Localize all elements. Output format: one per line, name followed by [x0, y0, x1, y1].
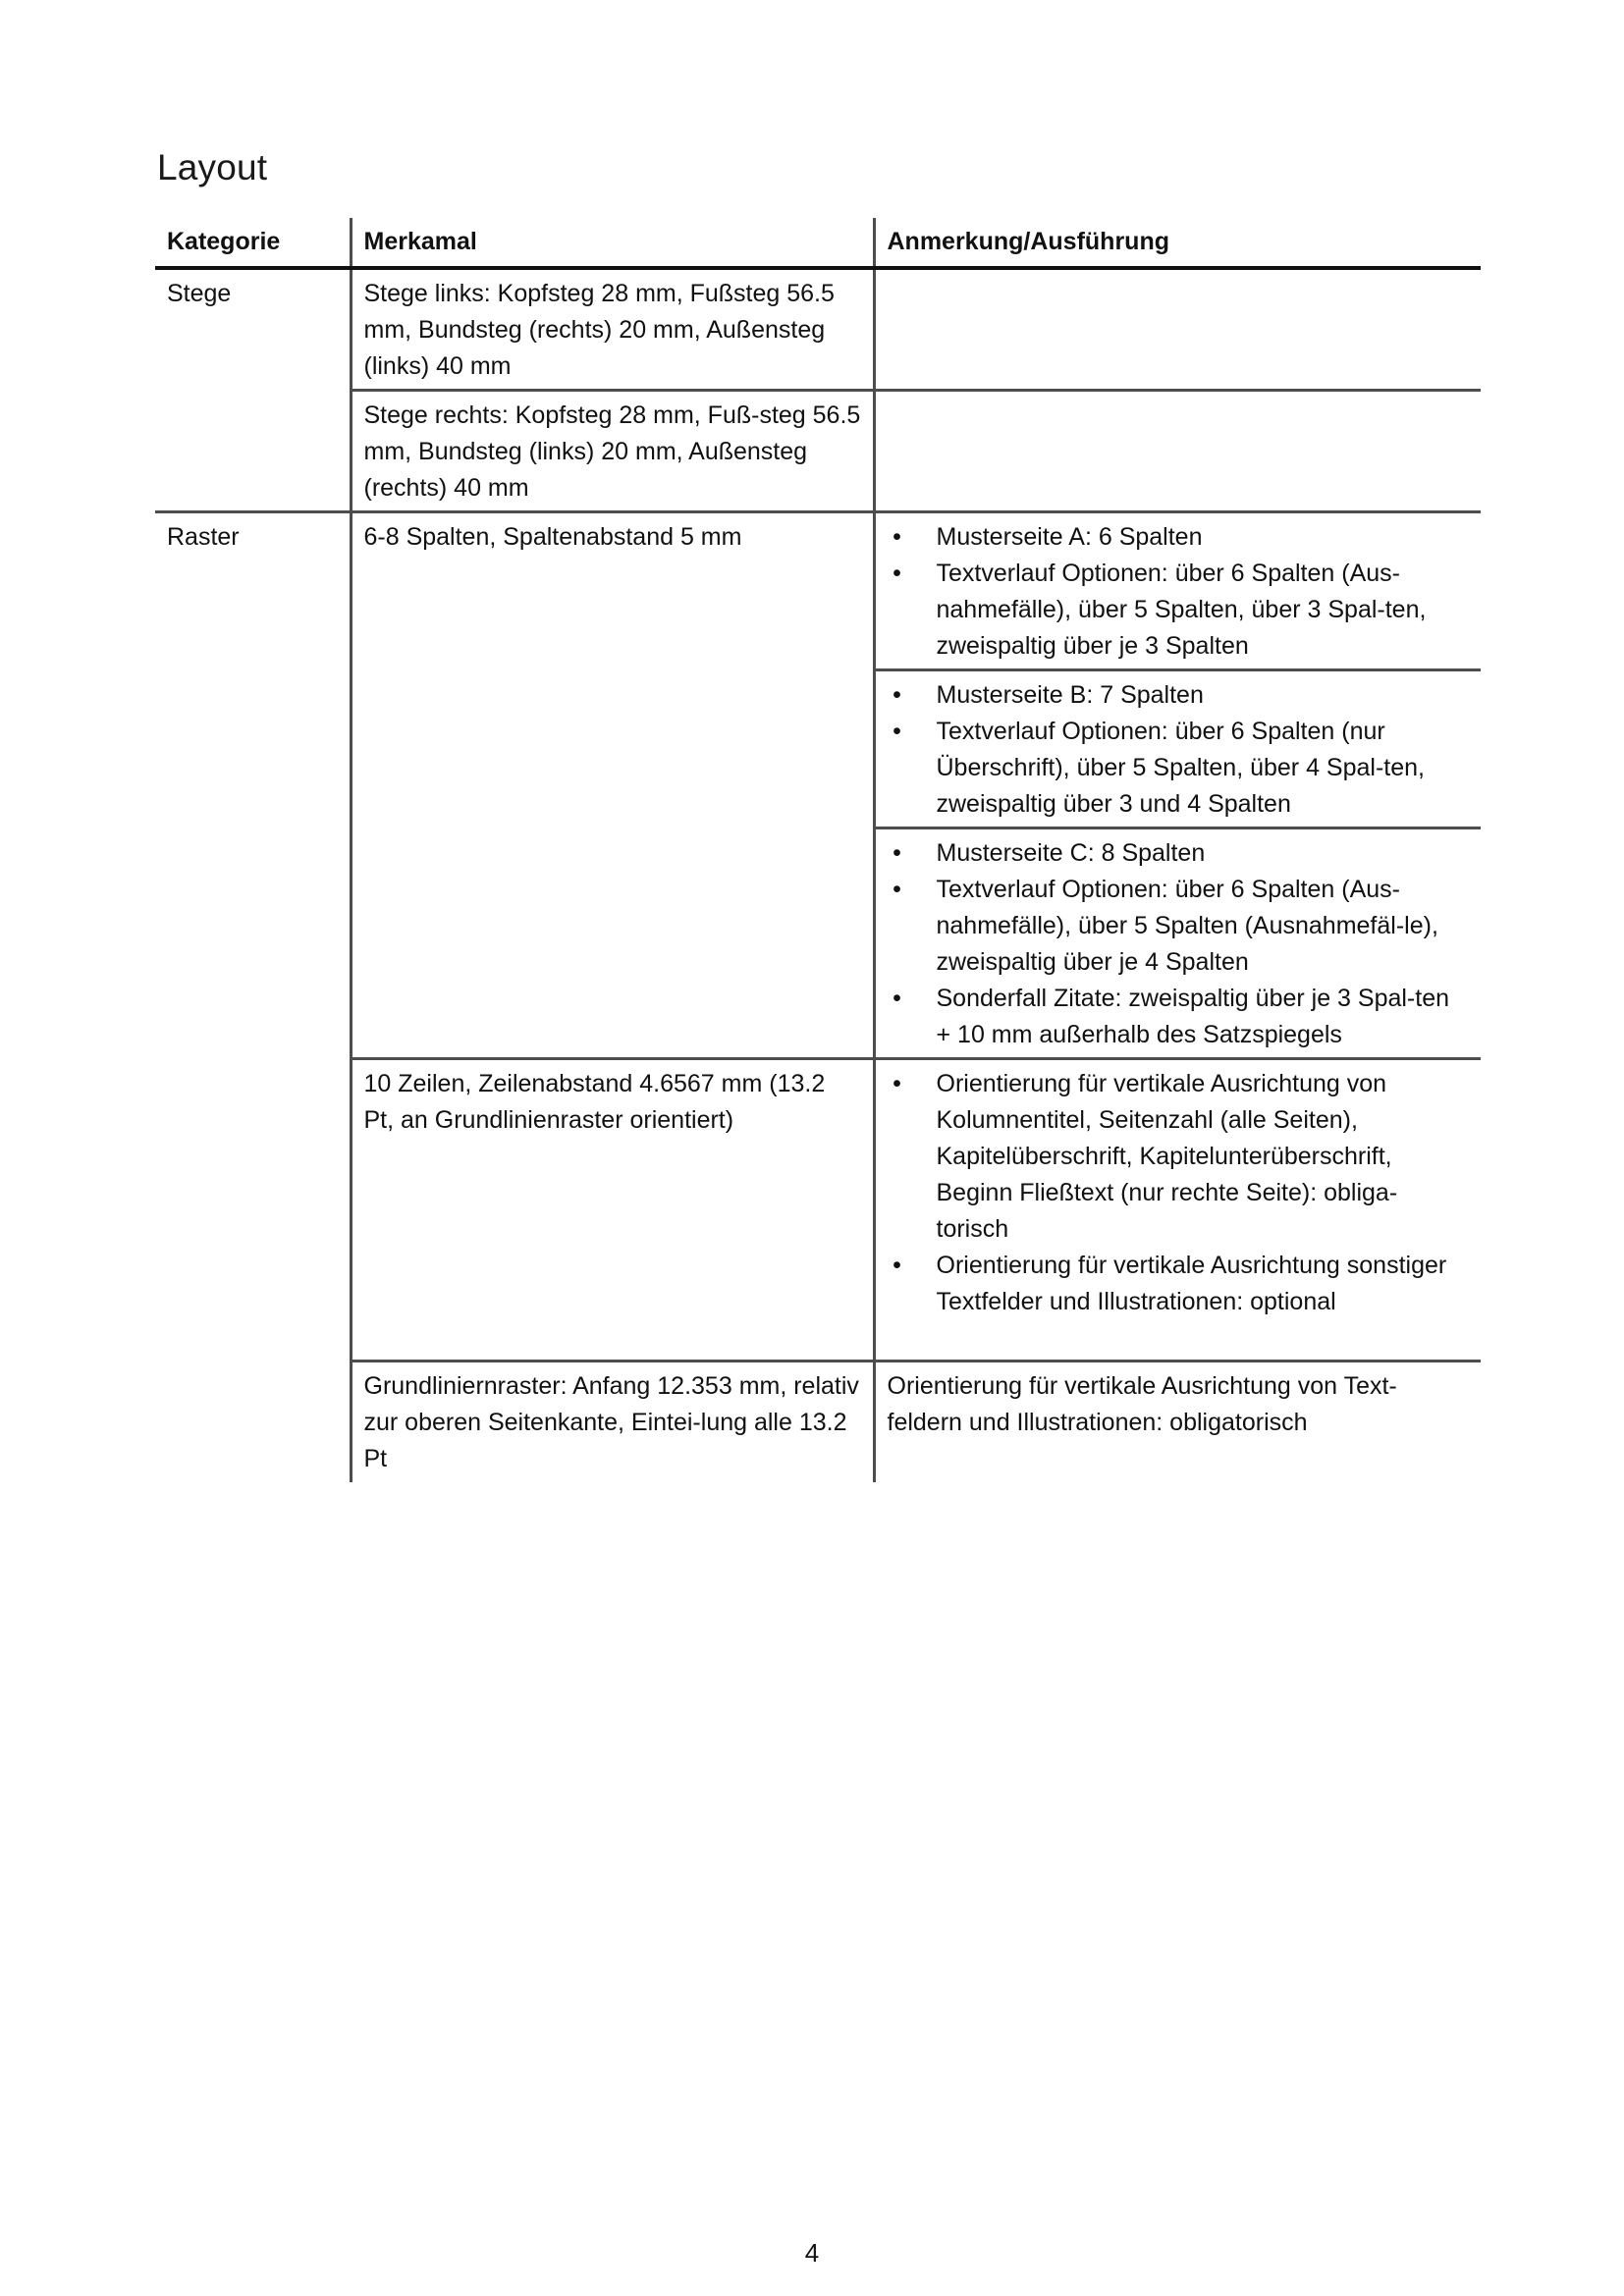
anmerkung-cell: [874, 1059, 1481, 1362]
list-item-text: Sonderfall Zitate: zweispaltig über je 3 Spal-ten + 10 mm außerhalb des Satzspiegels: [936, 985, 1450, 1048]
list-item: [888, 1066, 1470, 1248]
bullet-list: [888, 835, 1470, 1053]
list-item: [888, 981, 1470, 1053]
anmerkung-cell: Orientierung für vertikale Ausrichtung von Text-feldern und Illustrationen: obligatorisch: [874, 1362, 1481, 1483]
column-header-kategorie: Kategorie: [155, 218, 351, 268]
bullet-icon: •: [893, 1070, 901, 1097]
bullet-icon: •: [893, 1252, 901, 1279]
bullet-icon: •: [893, 718, 901, 745]
list-item-text: Musterseite B: 7 Spalten: [936, 681, 1204, 709]
list-item-text: Orientierung für vertikale Ausrichtung von Kolumnentitel, Seitenzahl (alle Seiten), Kapitelüberschrift, Kapitelunterüberschrift, Beginn Fließtext (nur rechte Seite): obliga-torisch: [936, 1070, 1398, 1243]
anmerkung-cell: [874, 512, 1481, 670]
bullet-icon: •: [893, 681, 901, 709]
column-header-anmerkung: Anmerkung/Ausführung: [874, 218, 1481, 268]
bullet-icon: •: [893, 839, 901, 867]
table-row: [155, 1362, 1481, 1483]
anmerkung-cell: [874, 828, 1481, 1059]
bullet-icon: •: [893, 560, 901, 587]
merkmal-cell: 10 Zeilen, Zeilenabstand 4.6567 mm (13.2 Pt, an Grundlinienraster orientiert): [351, 1059, 874, 1362]
list-item-text: Textverlauf Optionen: über 6 Spalten (Aus-nahmefälle), über 5 Spalten (Ausnahmefäl-le), zweispaltig über je 4 Spalten: [936, 876, 1438, 976]
table-header-row: [155, 218, 1481, 268]
merkmal-cell: Stege rechts: Kopfsteg 28 mm, Fuß-steg 56.5 mm, Bundsteg (links) 20 mm, Außensteg (rechts) 40 mm: [351, 391, 874, 512]
bullet-icon: •: [893, 876, 901, 903]
list-item: [888, 556, 1470, 665]
anmerkung-cell: [874, 670, 1481, 828]
column-header-merkmal: Merkamal: [351, 218, 874, 268]
list-item-text: Orientierung für vertikale Ausrichtung sonstiger Textfelder und Illustrationen: optional: [936, 1252, 1447, 1315]
list-item-text: Textverlauf Optionen: über 6 Spalten (Aus-nahmefälle), über 5 Spalten, über 3 Spal-ten, zweispaltig über je 3 Spalten: [936, 560, 1427, 660]
bullet-list: [888, 1066, 1470, 1320]
table-row: [155, 1059, 1481, 1362]
list-item-text: Musterseite C: 8 Spalten: [936, 839, 1206, 867]
anmerkung-cell-empty: [874, 391, 1481, 512]
merkmal-cell: Stege links: Kopfsteg 28 mm, Fußsteg 56.5 mm, Bundsteg (rechts) 20 mm, Außensteg (links) 40 mm: [351, 268, 874, 391]
anmerkung-cell-empty: [874, 268, 1481, 391]
merkmal-cell: Grundliniernraster: Anfang 12.353 mm, relativ zur oberen Seitenkante, Eintei-lung alle 13.2 Pt: [351, 1362, 874, 1483]
category-cell-raster: Raster: [155, 512, 351, 1483]
list-item: [888, 872, 1470, 981]
list-item-text: Musterseite A: 6 Spalten: [936, 523, 1203, 551]
page-number: 4: [804, 2238, 820, 2268]
merkmal-cell: 6-8 Spalten, Spaltenabstand 5 mm: [351, 512, 874, 1059]
table-row: [155, 391, 1481, 512]
bullet-icon: •: [893, 523, 901, 551]
bullet-list: [888, 519, 1470, 665]
bullet-icon: •: [893, 985, 901, 1012]
list-item: [888, 519, 1470, 556]
bullet-list: [888, 677, 1470, 823]
category-cell-stege: Stege: [167, 280, 232, 307]
table-row: [155, 268, 1481, 391]
list-item: [888, 1248, 1470, 1320]
list-item: [888, 835, 1470, 872]
section-title: Layout: [157, 147, 268, 187]
table-row: [155, 512, 1481, 670]
list-item-text: Textverlauf Optionen: über 6 Spalten (nur Überschrift), über 5 Spalten, über 4 Spal-ten, zweispaltig über 3 und 4 Spalten: [936, 718, 1425, 818]
list-item: [888, 714, 1470, 823]
layout-spec-table: [155, 218, 1481, 1482]
list-item: [888, 677, 1470, 714]
